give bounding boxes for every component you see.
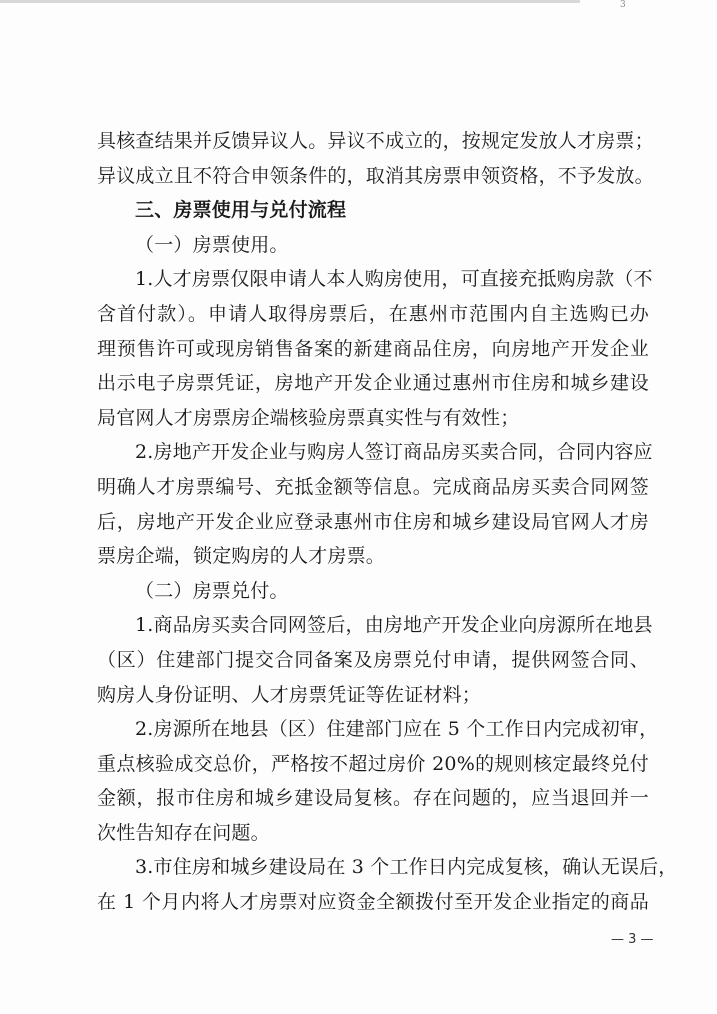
text-line: 票房企端，锁定购房的人才房票。 <box>97 545 386 568</box>
text-line: 重点核验成交总价，严格按不超过房价 20%的规则核定最终兑付 <box>97 752 649 775</box>
text-line: 2.房源所在地县（区）住建部门应在 5 个工作日内完成初审， <box>135 718 659 741</box>
corner-mark: 3 <box>620 0 626 10</box>
text-line: 后，房地产开发企业应登录惠州市住房和城乡建设局官网人才房 <box>97 510 649 533</box>
text-line: 局官网人才房票房企端核验房票真实性与有效性； <box>97 406 520 429</box>
subsection-heading: （一）房票使用。 <box>135 233 289 256</box>
text-line: 2.房地产开发企业与购房人签订商品房买卖合同，合同内容应 <box>135 441 653 464</box>
text-line: 3.市住房和城乡建设局在 3 个工作日内完成复核，确认无误后， <box>135 856 678 879</box>
text-line: 1.人才房票仅限申请人本人购房使用，可直接充抵购房款（不 <box>135 268 653 291</box>
text-line: 具核查结果并反馈异议人。异议不成立的，按规定发放人才房票； <box>97 130 654 152</box>
text-line: 出示电子房票凭证，房地产开发企业通过惠州市住房和城乡建设 <box>97 372 649 395</box>
section-heading: 三、房票使用与兑付流程 <box>135 199 347 222</box>
text-line: 金额，报市住房和城乡建设局复核。存在问题的，应当退回并一 <box>97 787 649 810</box>
text-line: 次性告知存在问题。 <box>97 821 270 844</box>
text-line: 购房人身份证明、人才房票凭证等佐证材料； <box>97 683 482 706</box>
page-number: — 3 — <box>611 932 654 947</box>
text-line: 1.商品房买卖合同网签后，由房地产开发企业向房源所在地县 <box>135 614 653 637</box>
text-line: 异议成立且不符合申领条件的，取消其房票申领资格，不予发放。 <box>97 164 654 187</box>
text-line: 在 1 个月内将人才房票对应资金全额拨付至开发企业指定的商品 <box>97 891 649 914</box>
text-line: （区）住建部门提交合同备案及房票兑付申请，提供网签合同、 <box>97 648 649 671</box>
document-body <box>97 124 678 920</box>
text-line: 明确人才房票编号、充抵金额等信息。完成商品房买卖合同网签 <box>97 475 649 498</box>
scan-top-edge <box>0 0 580 3</box>
subsection-heading: （二）房票兑付。 <box>135 579 289 602</box>
text-line: 理预售许可或现房销售备案的新建商品住房，向房地产开发企业 <box>97 337 649 360</box>
text-line: 含首付款）。申请人取得房票后，在惠州市范围内自主选购已办 <box>97 302 649 325</box>
